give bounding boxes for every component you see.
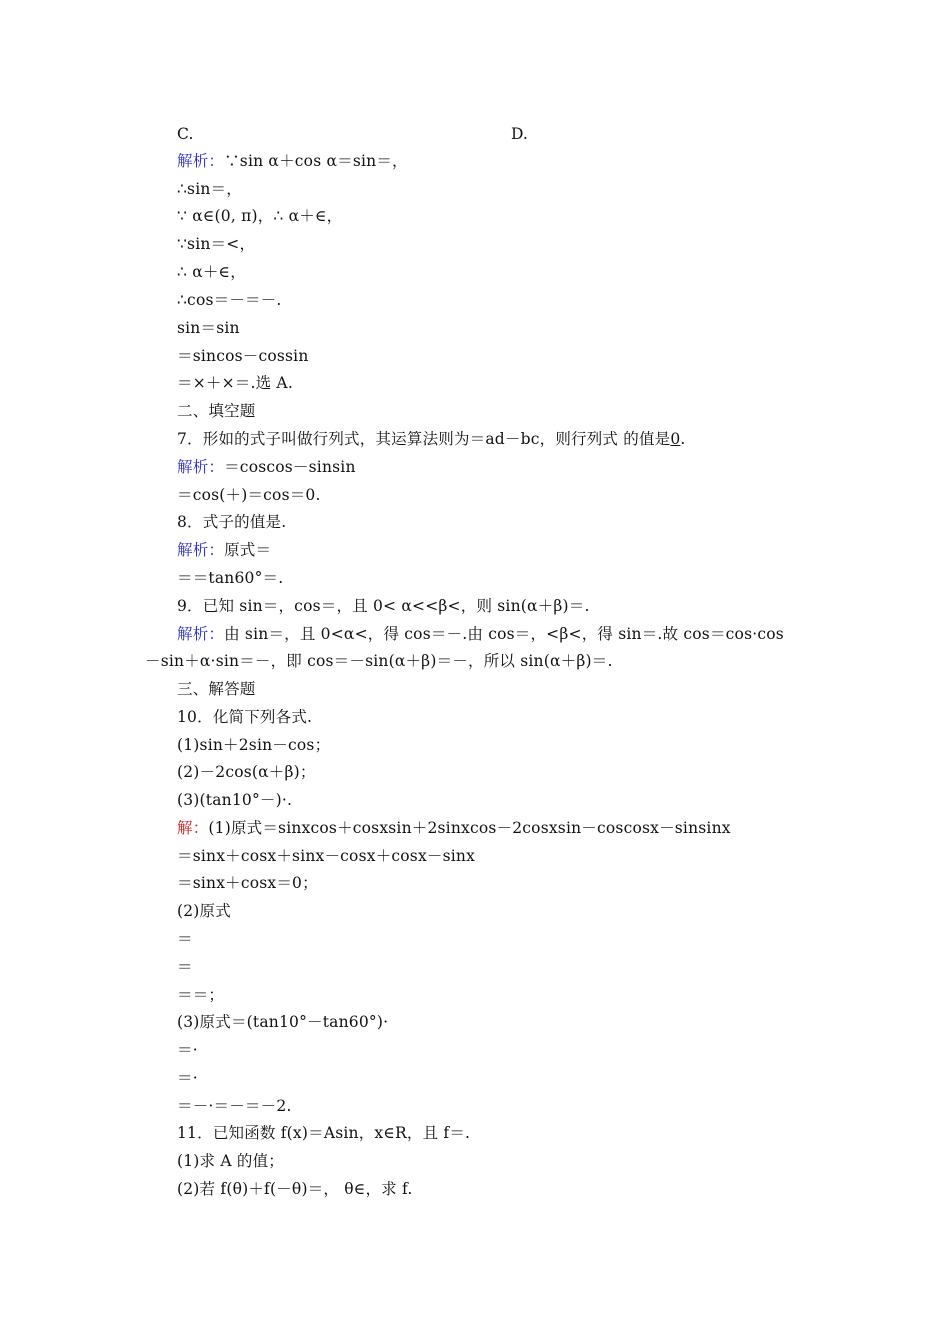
solution-10-line-11: ＝－·＝－＝－2. (177, 1097, 292, 1115)
question-11-part-2: (2)若 f(θ)＋f(－θ)＝， θ∈，求 f. (177, 1180, 413, 1198)
solution-6-line-4: ∵sin＝<， (177, 235, 256, 253)
question-10: 10．化简下列各式. (177, 708, 313, 726)
solution-text: ∵sin α＋cos α＝sin＝， (224, 152, 408, 170)
solution-6-line-1 (177, 151, 408, 171)
solution-10-line-2: ＝sinx＋cosx＋sinx－cosx＋cosx－sinx (177, 847, 476, 865)
question-10-part-2: (2)－2cos(α＋β)； (177, 763, 316, 781)
question-text: 7．形如的式子叫做行列式，其运算法则为＝ad－bc，则行列式 的值是 (177, 430, 671, 448)
solution-text: (1)原式＝sinxcos＋cosxsin＋2sinxcos－2cosxsin－coscosx－sinsinx (208, 819, 731, 837)
solution-7-line-2: ＝cos(＋)＝cos＝0. (177, 486, 321, 504)
solution-6-line-6: ∴cos＝－＝－. (177, 291, 282, 309)
solution-9-line-1 (177, 624, 784, 644)
solution-label: 解析： (177, 625, 225, 643)
solution-label: 解析： (177, 152, 225, 170)
answer-value: 0 (670, 430, 681, 448)
solution-label: 解析： (177, 541, 225, 559)
question-7 (177, 429, 686, 449)
solution-label: 解析： (177, 458, 225, 476)
option-d: D. (511, 125, 528, 143)
option-c: C. (177, 125, 194, 143)
question-11-part-1: (1)求 A 的值； (177, 1152, 285, 1170)
question-10-part-3: (3)(tan10°－)·. (177, 791, 293, 809)
solution-9-line-2: －sin＋α·sin＝－，即 cos＝－sin(α＋β)＝－，所以 sin(α＋β)＝. (145, 652, 613, 670)
solution-6-line-7: sin＝sin (177, 319, 240, 337)
section-heading-fill-in: 二、填空题 (177, 402, 256, 420)
solution-8-line-1 (177, 540, 271, 560)
solution-8-line-2: ＝＝tan60°＝. (177, 569, 284, 587)
solution-text: 原式＝ (224, 541, 272, 559)
solution-10-line-9: ＝· (177, 1041, 198, 1059)
solution-6-line-3: ∵ α∈(0, π)，∴ α＋∈， (177, 207, 343, 225)
solution-6-line-5: ∴ α＋∈， (177, 263, 246, 281)
solution-6-line-9: ＝×＋×＝.选 A. (177, 374, 293, 392)
solution-10-line-5: ＝ (177, 930, 193, 948)
solution-6-line-2: ∴sin＝， (177, 180, 242, 198)
solution-10-line-8: (3)原式＝(tan10°－tan60°)· (177, 1013, 389, 1031)
question-10-part-1: (1)sin＋2sin－cos； (177, 736, 331, 754)
solution-10-line-10: ＝· (177, 1069, 198, 1087)
question-11: 11．已知函数 f(x)＝Asin，x∈R，且 f＝. (177, 1124, 471, 1142)
solution-10-line-6: ＝ (177, 958, 193, 976)
solution-10-line-4: (2)原式 (177, 902, 231, 920)
solution-label: 解： (177, 819, 209, 837)
solution-text: ＝coscos－sinsin (224, 458, 356, 476)
solution-7-line-1 (177, 457, 356, 477)
solution-text: 由 sin＝，且 0<α<，得 cos＝－.由 cos＝，<β<，得 sin＝.故 cos＝cos·cos (224, 625, 784, 643)
solution-6-line-8: ＝sincos－cossin (177, 347, 309, 365)
question-8: 8．式子的值是. (177, 513, 287, 531)
section-heading-answer: 三、解答题 (177, 680, 256, 698)
solution-10-line-3: ＝sinx＋cosx＝0； (177, 874, 318, 892)
question-end: . (680, 430, 686, 448)
question-9: 9．已知 sin＝，cos＝，且 0< α<<β<，则 sin(α＋β)＝. (177, 597, 590, 615)
solution-10-line-7: ＝＝； (177, 986, 225, 1004)
solution-10-line-1 (177, 818, 731, 838)
